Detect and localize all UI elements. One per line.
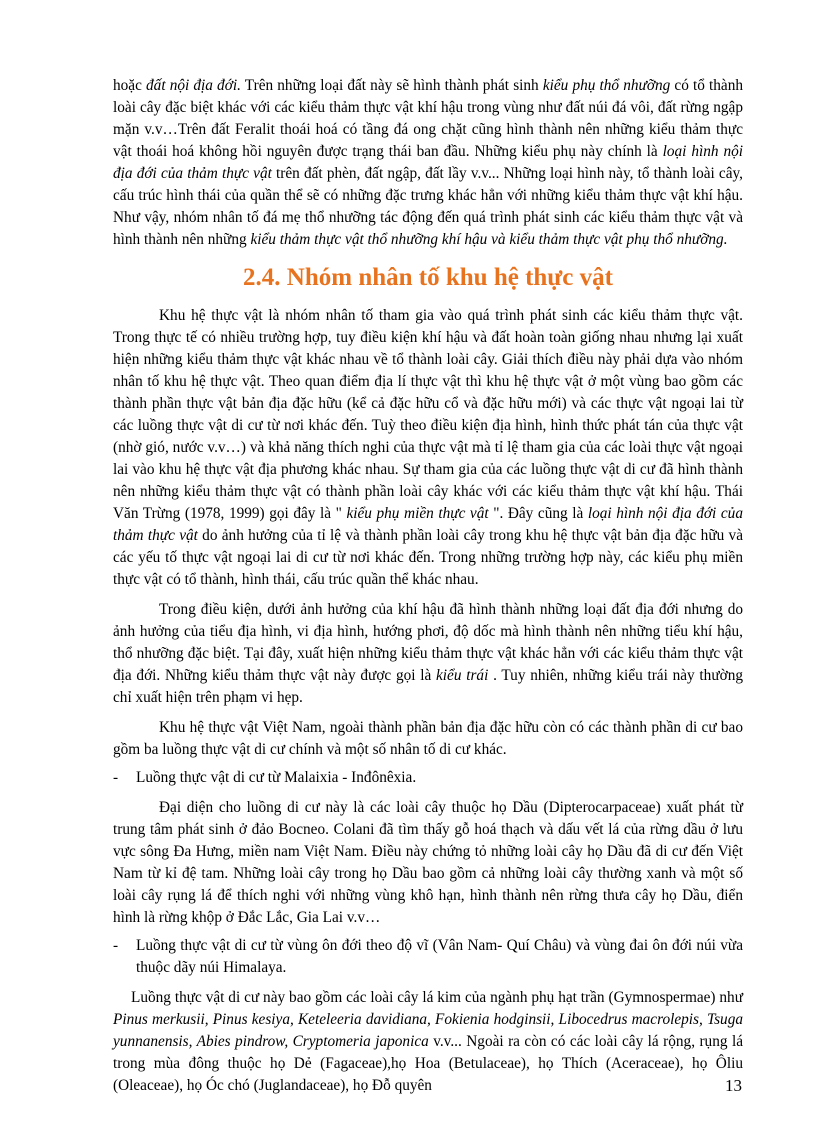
bullet-text: Luồng thực vật di cư từ vùng ôn đới theo độ vĩ (Vân Nam- Quí Châu) và vùng đai ôn đới núi vừa thuộc dãy núi Himalaya. (136, 937, 743, 976)
text-span: Khu hệ thực vật là nhóm nhân tố tham gia vào quá trình phát sinh các kiểu thảm thực vật. Trong thực tế có nhiều trường hợp, tuy điều kiện khí hậu và đất hoàn toàn giống nhau nhưng lại xuất hiện những kiểu thảm thực vật khác nhau về tổ thành loài cây. Giải thích điều này phải dựa vào nhóm nhân tố khu hệ thực vật. Theo quan điểm địa lí thực vật thì khu hệ thực vật ở một vùng bao gồm các thành phần thực vật bản địa đặc hữu (kể cả đặc hữu cổ và đặc hữu mới) và các thực vật ngoại lai từ các luồng thực vật di cư từ nơi khác đến. Tuỳ theo điều kiện địa hình, hình thức phát tán của thực vật (nhờ gió, nước v.v…) và khả năng thích nghi của thực vật mà tỉ lệ tham gia của các loài thực vật ngoại lai vào khu hệ thực vật địa phương khác nhau. Sự tham gia của các luồng thực vật di cư đã hình thành nên những kiểu thảm thực vật có thành phần loài cây khác với các kiểu thảm thực vật khí hậu. Thái Văn Trừng (1978, 1999) gọi đây là " (113, 307, 743, 522)
page-number: 13 (725, 1076, 742, 1095)
text-span: ". Đây cũng là (488, 505, 588, 522)
text-span: . Tuy nhiên, những kiểu trái này thường chỉ xuất hiện trên phạm vi hẹp. (113, 667, 743, 706)
italic-term: đất nội địa đới. (146, 77, 241, 94)
bullet-malaysia (113, 767, 743, 789)
paragraph-anomalous-types (113, 599, 743, 709)
page-body (113, 75, 743, 1097)
text-span: do ảnh hưởng của tỉ lệ và thành phần loài cây trong khu hệ thực vật bản địa đặc hữu và các yếu tố thực vật ngoại lai di cư từ nơi khác đến. Trong những trường hợp này, các kiểu phụ miền thực vật có tổ thành, hình thái, cấu trúc quần thể khác nhau. (113, 527, 743, 588)
paragraph-vietnam-flora: Khu hệ thực vật Việt Nam, ngoài thành phần bản địa đặc hữu còn có các thành phần di cư bao gồm ba luồng thực vật di cư chính và một số nhân tố di cư khác. (113, 719, 743, 758)
bullet-text: Luồng thực vật di cư từ Malaixia - Inđônêxia. (136, 769, 417, 786)
text-span: v.v... Ngoài ra còn có các loài cây lá rộng, rụng lá trong mùa đông thuộc họ Dẻ (Fagaceae),họ Hoa (Betulaceae), họ Thích (Aceraceae), họ Ôliu (Oleaceae), họ Óc chó (Juglandaceae), họ Đỗ quyên (113, 1033, 743, 1094)
italic-term: loại hình nội địa đới của thảm thực vật (113, 505, 743, 544)
bullet-temperate (113, 935, 743, 979)
italic-term: loại hình nội địa đới của thảm thực vật (113, 143, 743, 182)
italic-term: kiểu trái (436, 667, 489, 684)
paragraph-dipterocarp: Đại diện cho luồng di cư này là các loài cây thuộc họ Dầu (Dipterocarpaceae) xuất phát từ trung tâm phát sinh ở đảo Bocneo. Colani đã tìm thấy gỗ hoá thạch và dấu vết lá của rừng dầu ở lưu vực sông Đa Hưng, miền nam Việt Nam. Điều này chứng tỏ những loài cây họ Dầu đã di cư đến Việt Nam từ kỉ đệ tam. Những loài cây trong họ Dầu bao gồm cả những loài cây thường xanh và một số loài cây rụng lá để thích nghi với những vùng khô hạn, hình thành nên rừng thưa cây họ Dầu, điển hình là rừng khộp ở Đắc Lắc, Gia Lai v.v… (113, 799, 743, 926)
italic-term: kiểu phụ miền thực vật (346, 505, 489, 522)
section-heading: 2.4. Nhóm nhân tố khu hệ thực vật (243, 264, 613, 291)
paragraph-conifers (113, 987, 743, 1097)
italic-term: kiểu thảm thực vật thổ nhưỡng khí hậu và kiểu thảm thực vật phụ thổ nhưỡng. (250, 231, 728, 248)
italic-species-list: Pinus merkusii, Pinus kesiya, Keteleeria davidiana, Fokienia hodginsii, Libocedrus macrolepis, Tsuga yunnanensis, Abies pindrow, Cryptomeria japonica (113, 1011, 743, 1050)
text-span: hoặc (113, 77, 147, 94)
paragraph-soil-subtypes (113, 75, 743, 251)
paragraph-flora-factor (113, 305, 743, 591)
text-span: trên đất phèn, đất ngập, đất lầy v.v... Những loại hình này, tổ thành loài cây, cấu trúc hình thái của quần thể sẽ có những đặc trưng khác hẳn với những kiểu thảm thực vật khí hậu. Như vậy, nhóm nhân tố đá mẹ thổ nhưỡng tác động đến quá trình phát sinh các kiểu thảm thực vật và hình thành nên những (113, 165, 743, 248)
italic-term: kiểu phụ thổ nhưỡng (542, 77, 671, 94)
bullet-dash: - (113, 937, 119, 954)
bullet-dash: - (113, 769, 119, 786)
text-span: có tổ thành loài cây đặc biệt khác với các kiểu thảm thực vật khí hậu trong vùng như đất núi đá vôi, đất rừng ngập mặn v.v…Trên đất Feralit thoái hoá có tầng đá ong chặt cũng hình thành nên những kiểu thảm thực vật thoái hoá không hồi nguyên được trạng thái ban đầu. Những kiểu phụ này chính là (113, 77, 744, 160)
text-span: Trên những loại đất này sẽ hình thành phát sinh (240, 77, 543, 94)
text-span: Luồng thực vật di cư này bao gồm các loài cây lá kim của ngành phụ hạt trần (Gymnospermae) như (131, 989, 743, 1006)
text-span: Trong điều kiện, dưới ảnh hưởng của khí hậu đã hình thành những loại đất địa đới nhưng do ảnh hưởng của tiểu địa hình, vi địa hình, hướng phơi, độ dốc mà hình thành nên những tiểu khí hậu, thổ nhưỡng đặc biệt. Tại đây, xuất hiện những kiểu thảm thực vật khác hẳn với các kiểu thảm thực vật địa đới. Những kiểu thảm thực vật này được gọi là (113, 601, 743, 684)
